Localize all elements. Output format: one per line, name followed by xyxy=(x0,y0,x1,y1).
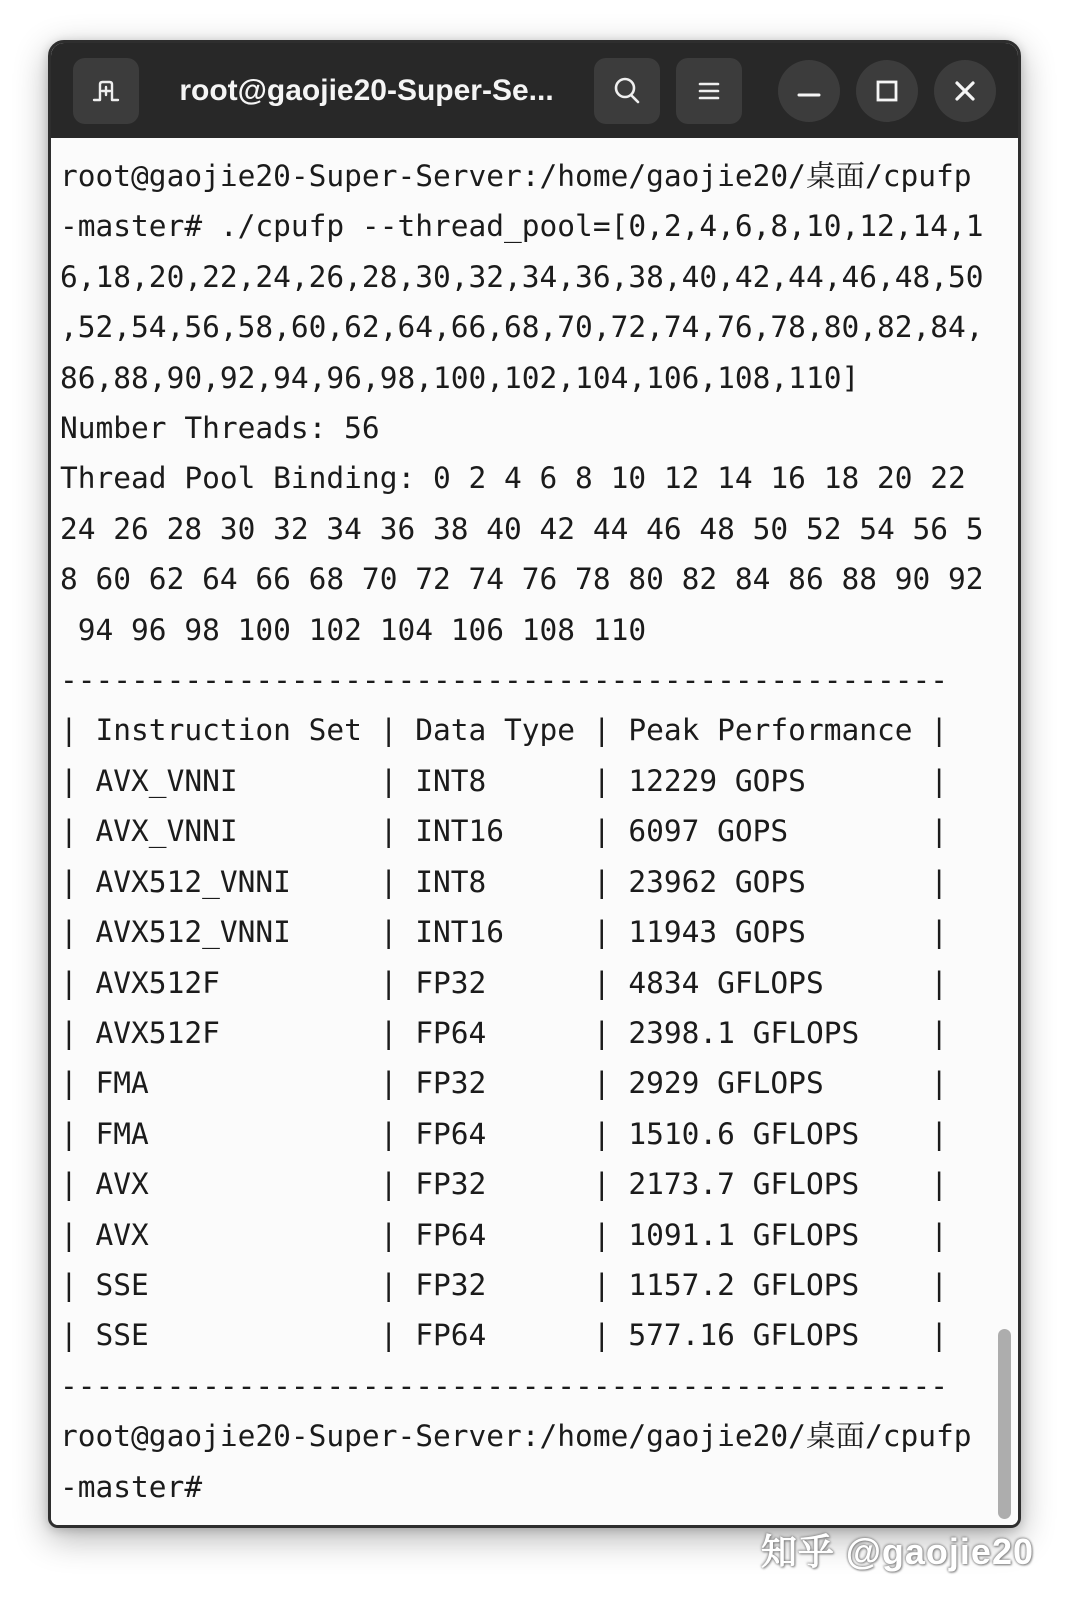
terminal-table-row: | AVX512_VNNI | INT16 | 11943 GOPS | xyxy=(60,915,949,950)
terminal-line: 6,18,20,22,24,26,28,30,32,34,36,38,40,42,44,46,48,50 xyxy=(60,259,984,294)
hamburger-menu-icon xyxy=(689,71,729,111)
minimize-button[interactable] xyxy=(778,60,840,122)
search-button[interactable] xyxy=(594,58,660,124)
watermark: 知乎 @gaojie20 xyxy=(760,1531,1034,1572)
terminal-line: 24 26 28 30 32 34 36 38 40 42 44 46 48 50 52 54 56 5 xyxy=(60,511,984,546)
menu-button[interactable] xyxy=(676,58,742,124)
terminal-output[interactable] xyxy=(51,138,1018,1525)
scrollbar-thumb[interactable] xyxy=(998,1329,1011,1519)
terminal-table-header: | Instruction Set | Data Type | Peak Performance | xyxy=(60,713,949,748)
terminal-separator: -------------------------------------------------- xyxy=(60,663,949,698)
terminal-prompt: -master# xyxy=(60,1469,220,1504)
new-tab-button[interactable] xyxy=(73,58,139,124)
terminal-line: 8 60 62 64 66 68 70 72 74 76 78 80 82 84 86 88 90 92 xyxy=(60,562,984,597)
terminal-table-row: | AVX_VNNI | INT16 | 6097 GOPS | xyxy=(60,814,949,849)
search-icon xyxy=(607,71,647,111)
terminal-line: Number Threads: 56 xyxy=(60,411,380,446)
new-tab-icon xyxy=(86,71,126,111)
minimize-icon xyxy=(791,73,827,109)
terminal-table-row: | FMA | FP32 | 2929 GFLOPS | xyxy=(60,1066,949,1101)
terminal-table-row: | AVX512_VNNI | INT8 | 23962 GOPS | xyxy=(60,864,949,899)
terminal-table-row: | AVX512F | FP64 | 2398.1 GFLOPS | xyxy=(60,1015,949,1050)
terminal-window xyxy=(48,40,1021,1528)
terminal-line: -master# ./cpufp --thread_pool=[0,2,4,6,8,10,12,14,1 xyxy=(60,209,984,244)
terminal-line: Thread Pool Binding: 0 2 4 6 8 10 12 14 16 18 20 22 xyxy=(60,461,966,496)
close-button[interactable] xyxy=(934,60,996,122)
window-title: root@gaojie20-Super-Se... xyxy=(179,73,554,107)
terminal-line: root@gaojie20-Super-Server:/home/gaojie20/桌面/cpufp xyxy=(60,159,972,193)
terminal-line: ,52,54,56,58,60,62,64,66,68,70,72,74,76,78,80,82,84, xyxy=(60,310,984,345)
terminal-table-row: | AVX | FP64 | 1091.1 GFLOPS | xyxy=(60,1217,949,1252)
close-icon xyxy=(947,73,983,109)
terminal-line: 94 96 98 100 102 104 106 108 110 xyxy=(60,612,647,647)
terminal-table-row: | AVX | FP32 | 2173.7 GFLOPS | xyxy=(60,1167,949,1202)
terminal-separator: -------------------------------------------------- xyxy=(60,1368,949,1403)
terminal-table-row: | AVX_VNNI | INT8 | 12229 GOPS | xyxy=(60,763,949,798)
maximize-button[interactable] xyxy=(856,60,918,122)
titlebar[interactable] xyxy=(51,43,1018,138)
terminal-table-row: | FMA | FP64 | 1510.6 GFLOPS | xyxy=(60,1116,949,1151)
terminal-table-row: | SSE | FP64 | 577.16 GFLOPS | xyxy=(60,1318,949,1353)
terminal-table-row: | AVX512F | FP32 | 4834 GFLOPS | xyxy=(60,965,949,1000)
maximize-icon xyxy=(869,73,905,109)
terminal-line: 86,88,90,92,94,96,98,100,102,104,106,108,110] xyxy=(60,360,860,395)
terminal-table-row: | SSE | FP32 | 1157.2 GFLOPS | xyxy=(60,1267,949,1302)
terminal-prompt: root@gaojie20-Super-Server:/home/gaojie20/桌面/cpufp xyxy=(60,1419,972,1454)
